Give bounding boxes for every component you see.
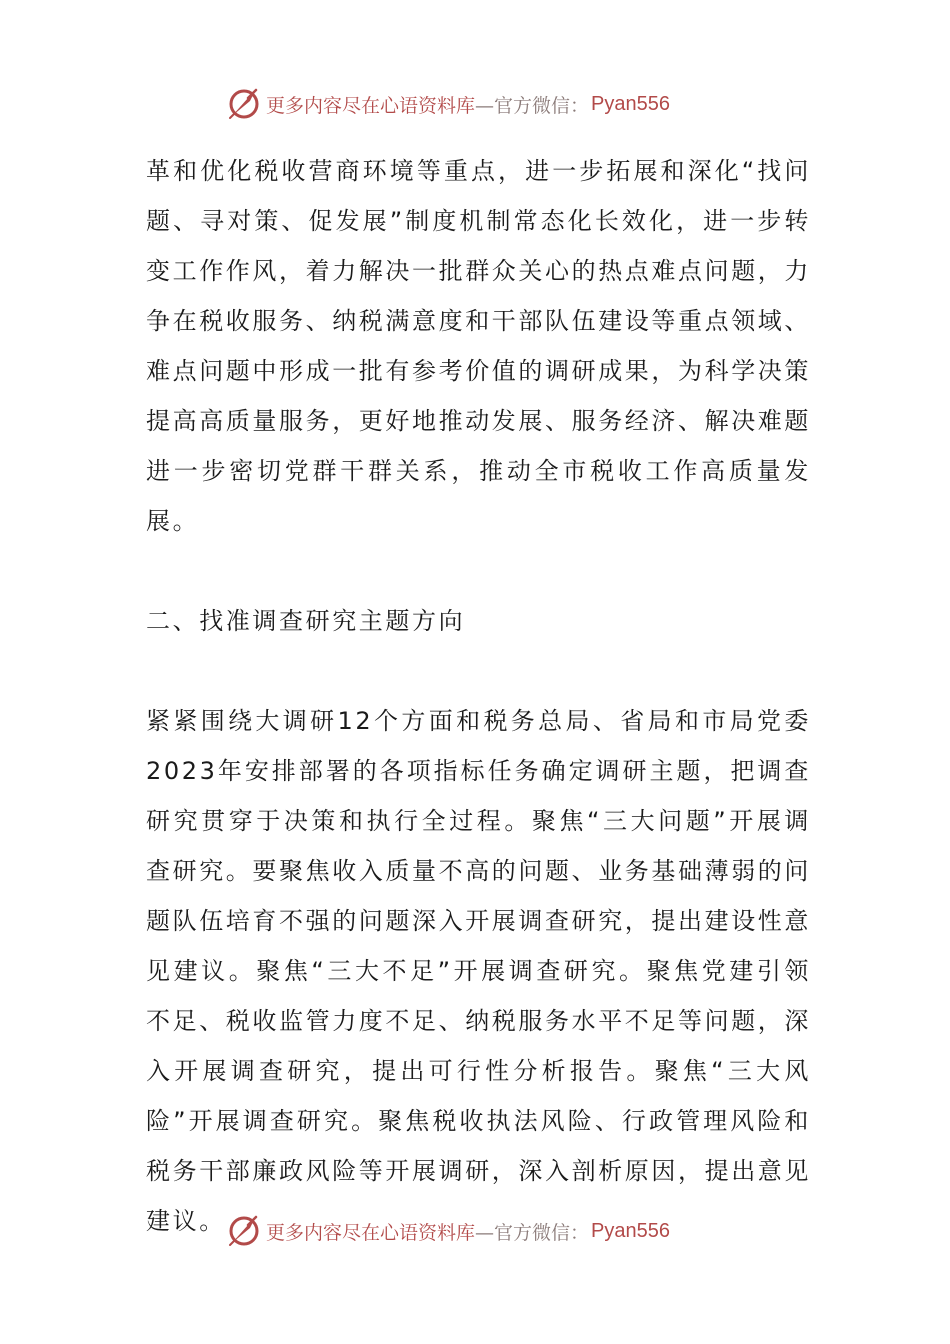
paragraph-spacer xyxy=(146,546,811,596)
footer-banner xyxy=(226,1211,746,1251)
quill-pen-logo-icon xyxy=(226,86,262,122)
paragraph-2: 紧紧围绕大调研12个方面和税务总局、省局和市局党委2023年安排部署的各项指标任务确定调研主题，把调查研究贯穿于决策和执行全过程。聚焦“三大问题”开展调查研究。要聚焦收入质量不高的问题、业务基础薄弱的问题队伍培育不强的问题深入开展调查研究，提出建设性意见建议。聚焦“三大不足”开展调查研究。聚焦党建引领不足、税收监管力度不足、纳税服务水平不足等问题，深入开展调查研究，提出可行性分析报告。聚焦“三大风险”开展调查研究。聚焦税收执法风险、行政管理风险和税务干部廉政风险等开展调研，深入剖析原因，提出意见建议。 xyxy=(146,707,811,1235)
banner-brand-text: 更多内容尽在心语资料库 xyxy=(266,1221,476,1244)
banner-contact-label: —官方微信： xyxy=(475,1221,590,1244)
banner-wechat-id: Pyan556 xyxy=(591,92,670,115)
banner-wechat-id: Pyan556 xyxy=(591,1219,670,1242)
paragraph-1: 革和优化税收营商环境等重点，进一步拓展和深化“找问题、寻对策、促发展”制度机制常态化长效化，进一步转变工作作风，着力解决一批群众关心的热点难点问题，力争在税收服务、纳税满意度和干部队伍建设等重点领域、难点问题中形成一批有参考价值的调研成果，为科学决策提高高质量服务，更好地推动发展、服务经济、解决难题进一步密切党群干群关系，推动全市税收工作高质量发展。 xyxy=(146,157,811,535)
banner-brand-text: 更多内容尽在心语资料库 xyxy=(266,94,476,117)
banner-contact-label: —官方微信： xyxy=(475,94,590,117)
quill-pen-logo-icon xyxy=(226,1213,262,1249)
paragraph-spacer xyxy=(146,646,811,696)
header-banner xyxy=(226,84,746,124)
document-body xyxy=(146,146,811,1246)
section-heading-2: 二、找准调查研究主题方向 xyxy=(146,607,466,635)
